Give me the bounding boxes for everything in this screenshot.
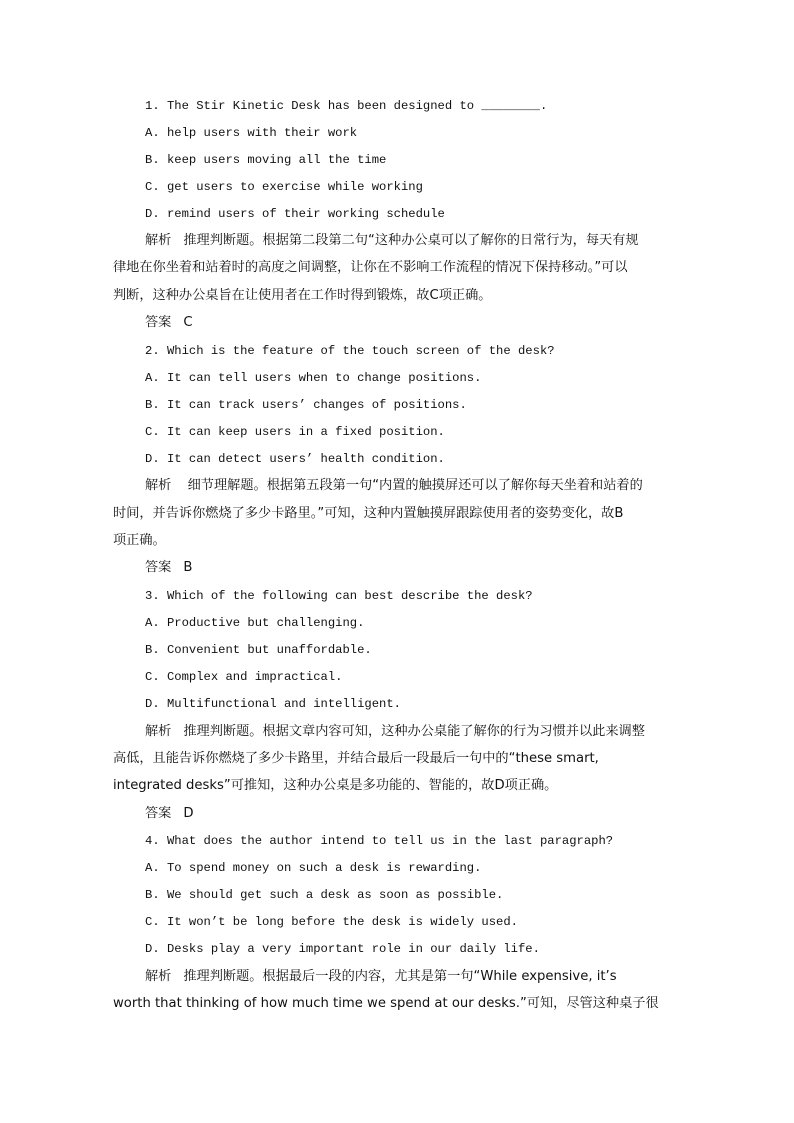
- question-2-option-c: C. It can keep users in a fixed position.: [145, 425, 445, 439]
- question-4-option-b: B. We should get such a desk as soon as possible.: [145, 888, 504, 902]
- question-1-analysis-line-3: 判断，这种办公桌旨在让使用者在工作时得到锻炼，故C项正确。: [113, 288, 492, 303]
- question-3-analysis-line-2: 高低，且能告诉你燃烧了多少卡路里，并结合最后一段最后一句中的“these smart,: [113, 751, 599, 766]
- question-2-option-b: B. It can track users’ changes of positions.: [145, 398, 467, 412]
- question-1-option-a: A. help users with their work: [145, 126, 358, 140]
- answer-value: D: [183, 806, 194, 821]
- question-3-stem: 3. Which of the following can best describe the desk?: [145, 589, 533, 603]
- question-4-option-c: C. It won’t be long before the desk is widely used.: [145, 915, 518, 929]
- question-3-answer: [145, 806, 194, 822]
- answer-value: C: [183, 315, 193, 330]
- analysis-text: 推理判断题。根据最后一段的内容，尤其是第一句“While expensive, it’s: [183, 969, 617, 984]
- question-1-analysis-line-2: 律地在你坐着和站着时的高度之间调整，让你在不影响工作流程的情况下保持移动。”可以: [113, 260, 628, 275]
- question-4-option-a: A. To spend money on such a desk is rewarding.: [145, 861, 482, 875]
- answer-value: B: [183, 560, 193, 575]
- question-1-stem: 1. The Stir Kinetic Desk has been designed to ________.: [145, 99, 548, 113]
- question-2-option-a: A. It can tell users when to change positions.: [145, 371, 482, 385]
- question-4-option-d: D. Desks play a very important role in our daily life.: [145, 942, 540, 956]
- analysis-label: 解析: [145, 969, 172, 984]
- question-1-option-b: B. keep users moving all the time: [145, 153, 387, 167]
- question-2-analysis-line-2: 时间，并告诉你燃烧了多少卡路里。”可知，这种内置触摸屏跟踪使用者的姿势变化，故B: [113, 506, 624, 521]
- question-3-option-b: B. Convenient but unaffordable.: [145, 643, 372, 657]
- analysis-text: 推理判断题。根据文章内容可知，这种办公桌能了解你的行为习惯并以此来调整: [183, 724, 645, 739]
- question-2-answer: [145, 560, 192, 576]
- question-3-option-d: D. Multifunctional and intelligent.: [145, 697, 401, 711]
- answer-label: 答案: [145, 315, 172, 330]
- answer-label: 答案: [145, 806, 172, 821]
- analysis-label: 解析: [145, 478, 172, 493]
- question-2-stem: 2. Which is the feature of the touch screen of the desk?: [145, 344, 555, 358]
- question-4-stem: 4. What does the author intend to tell us in the last paragraph?: [145, 834, 614, 848]
- analysis-label: 解析: [145, 233, 172, 248]
- question-2-option-d: D. It can detect users’ health condition.: [145, 452, 445, 466]
- question-1-answer: [145, 315, 193, 331]
- analysis-label: 解析: [145, 724, 172, 739]
- analysis-text: 细节理解题。根据第五段第一句“内置的触摸屏还可以了解你每天坐着和站着的: [183, 478, 643, 493]
- question-2-analysis-line-3: 项正确。: [113, 533, 166, 548]
- question-2-analysis-line-1: [145, 478, 643, 494]
- question-3-option-a: A. Productive but challenging.: [145, 616, 365, 630]
- question-1-option-c: C. get users to exercise while working: [145, 180, 423, 194]
- question-4-analysis-line-1: [145, 969, 617, 985]
- question-1-analysis-line-1: [145, 233, 639, 249]
- question-3-analysis-line-3: integrated desks”可推知，这种办公桌是多功能的、智能的，故D项正确。: [113, 778, 558, 793]
- question-1-option-d: D. remind users of their working schedule: [145, 207, 445, 221]
- answer-label: 答案: [145, 560, 172, 575]
- question-4-analysis-line-2: worth that thinking of how much time we spend at our desks.”可知，尽管这种桌子很: [113, 996, 659, 1011]
- question-3-analysis-line-1: [145, 724, 645, 740]
- question-3-option-c: C. Complex and impractical.: [145, 670, 343, 684]
- analysis-text: 推理判断题。根据第二段第二句“这种办公桌可以了解你的日常行为，每天有规: [183, 233, 639, 248]
